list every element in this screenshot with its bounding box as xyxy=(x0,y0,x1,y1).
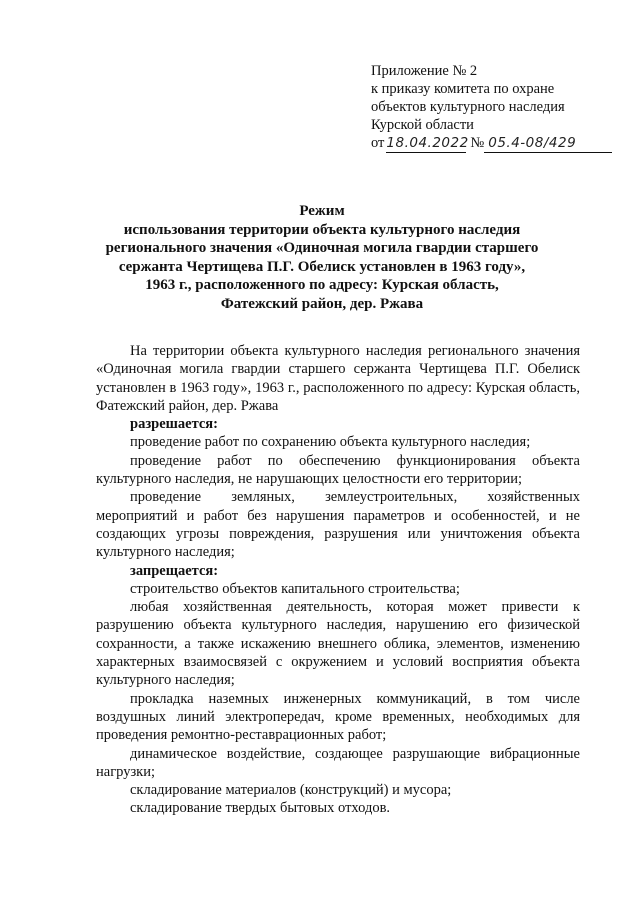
committee-name-line: объектов культурного наследия xyxy=(371,99,565,115)
appendix-number: Приложение № 2 xyxy=(371,63,478,79)
from-prefix: от xyxy=(371,135,385,151)
allowed-label: разрешается: xyxy=(130,416,218,433)
allowed-item: проведение работ по сохранению объекта культурного наследия; xyxy=(130,434,531,451)
forbidden-item: динамическое воздействие, создающее разрушающие вибрационные нагрузки; xyxy=(96,745,580,780)
title-line: Режим xyxy=(299,203,345,219)
title-line: использования территории объекта культурного наследия xyxy=(123,221,521,238)
forbidden-label: запрещается: xyxy=(130,562,219,579)
title-line: 1963 г., расположенного по адресу: Курская область, xyxy=(145,277,499,293)
title-line: Фатежский район, дер. Ржава xyxy=(220,295,424,312)
document-body xyxy=(96,342,580,818)
order-date-handwritten: 18.04.2022 xyxy=(386,135,469,151)
region-name-line: Курской области xyxy=(371,117,474,133)
forbidden-item: строительство объектов капитального строительства; xyxy=(130,580,460,597)
forbidden-item: складирование твердых бытовых отходов. xyxy=(130,800,391,817)
document-title xyxy=(96,202,548,313)
forbidden-item: складирование материалов (конструкций) и мусора; xyxy=(130,782,452,799)
forbidden-item: прокладка наземных инженерных коммуникаций, в том числе воздушных линий электропередач, кроме временных, необходимых для проведения ремонтно-реставрационных работ; xyxy=(96,690,580,744)
title-line: регионального значения «Одиночная могила гвардии старшего xyxy=(105,240,539,256)
order-date-number-line xyxy=(371,134,621,153)
intro-paragraph: На территории объекта культурного наследия регионального значения «Одиночная могила гвардии старшего сержанта Чертищева П.Г. Обелиск установлен в 1963 году», 1963 г., расположенного по адресу: Курская область, Фатежский район, дер. Ржава xyxy=(96,343,580,414)
forbidden-item: любая хозяйственная деятельность, которая может привести к разрушению объекта культурного наследия, нарушению его физической сохранности, а также искажению внешнего облика, элементов, изменению характерных взаимосвязей с окружением и условий восприятия объекта культурного наследия; xyxy=(96,599,580,689)
appendix-header xyxy=(371,62,621,153)
allowed-item: проведение работ по обеспечению функционирования объекта культурного наследия, не нарушающих целостности его территории; xyxy=(96,452,580,488)
title-line: сержанта Чертищева П.Г. Обелиск установлен в 1963 году», xyxy=(118,258,526,275)
allowed-item: проведение земляных, землеустроительных, хозяйственных мероприятий и работ без нарушения параметров и особенностей, и не создающих угрозы повреждения, разрушения или уничтожения объекта культурного наследия; xyxy=(96,489,580,561)
order-reference-line: к приказу комитета по охране xyxy=(371,81,555,97)
order-number-handwritten: 05.4-08/429 xyxy=(484,134,612,153)
number-sign: № xyxy=(470,135,485,151)
